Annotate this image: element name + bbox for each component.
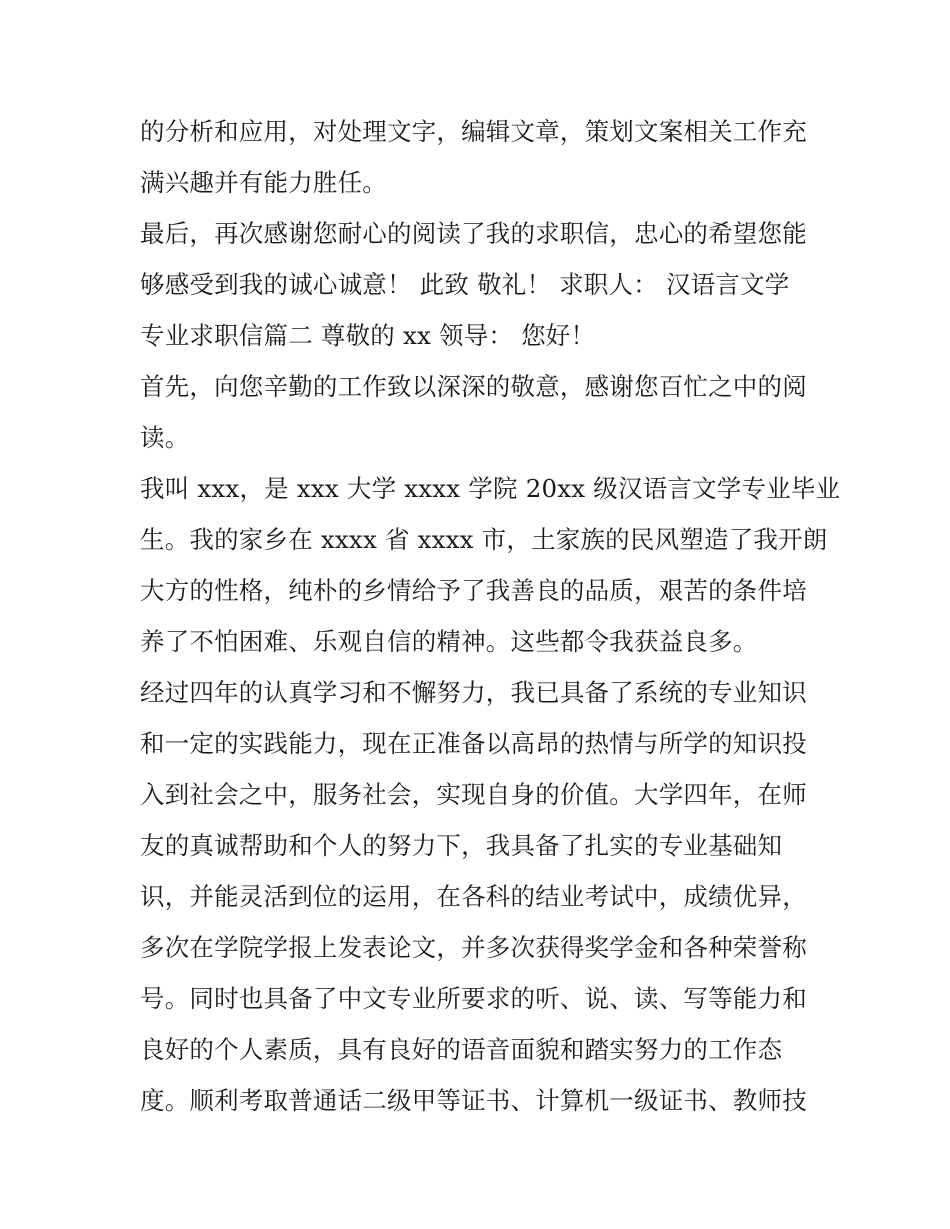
text-line: 生。我的家乡在 xxxx 省 xxxx 市，土家族的民风塑造了我开朗 <box>140 525 828 554</box>
text-line: 和一定的实践能力，现在正准备以高昂的热情与所学的知识投 <box>140 729 807 758</box>
text-line: 的分析和应用，对处理文字，编辑文章，策划文案相关工作充 <box>140 117 807 146</box>
text-line: 识，并能灵活到位的运用，在各科的结业考试中，成绩优异， <box>140 882 807 911</box>
text-line: 养了不怕困难、乐观自信的精神。这些都令我获益良多。 <box>140 627 758 656</box>
text-line: 读。 <box>140 423 190 452</box>
text-line: 我叫 xxx，是 xxx 大学 xxxx 学院 20xx 级汉语言文学专业毕业 <box>140 474 841 503</box>
text-line: 多次在学院学报上发表论文，并多次获得奖学金和各种荣誉称 <box>140 933 807 962</box>
text-line: 入到社会之中，服务社会，实现自身的价值。大学四年，在师 <box>140 780 807 809</box>
text-line: 首先，向您辛勤的工作致以深深的敬意，感谢您百忙之中的阅 <box>140 372 807 401</box>
text-line: 友的真诚帮助和个人的努力下，我具备了扎实的专业基础知 <box>140 831 783 860</box>
text-line: 良好的个人素质，具有良好的语音面貌和踏实努力的工作态 <box>140 1035 783 1064</box>
text-line: 经过四年的认真学习和不懈努力，我已具备了系统的专业知识 <box>140 678 807 707</box>
document-body <box>140 106 841 1126</box>
text-line: 最后，再次感谢您耐心的阅读了我的求职信，忠心的希望您能 <box>140 219 807 248</box>
text-line: 号。同时也具备了中文专业所要求的听、说、读、写等能力和 <box>140 984 807 1013</box>
text-line: 专业求职信篇二 尊敬的 xx 领导： 您好！ <box>140 321 596 350</box>
text-line: 满兴趣并有能力胜任。 <box>140 168 387 197</box>
text-line: 大方的性格，纯朴的乡情给予了我善良的品质，艰苦的条件培 <box>140 576 807 605</box>
text-line: 够感受到我的诚心诚意！ 此致 敬礼！ 求职人： 汉语言文学 <box>140 270 790 299</box>
text-line: 度。顺利考取普通话二级甲等证书、计算机一级证书、教师技 <box>140 1086 807 1115</box>
